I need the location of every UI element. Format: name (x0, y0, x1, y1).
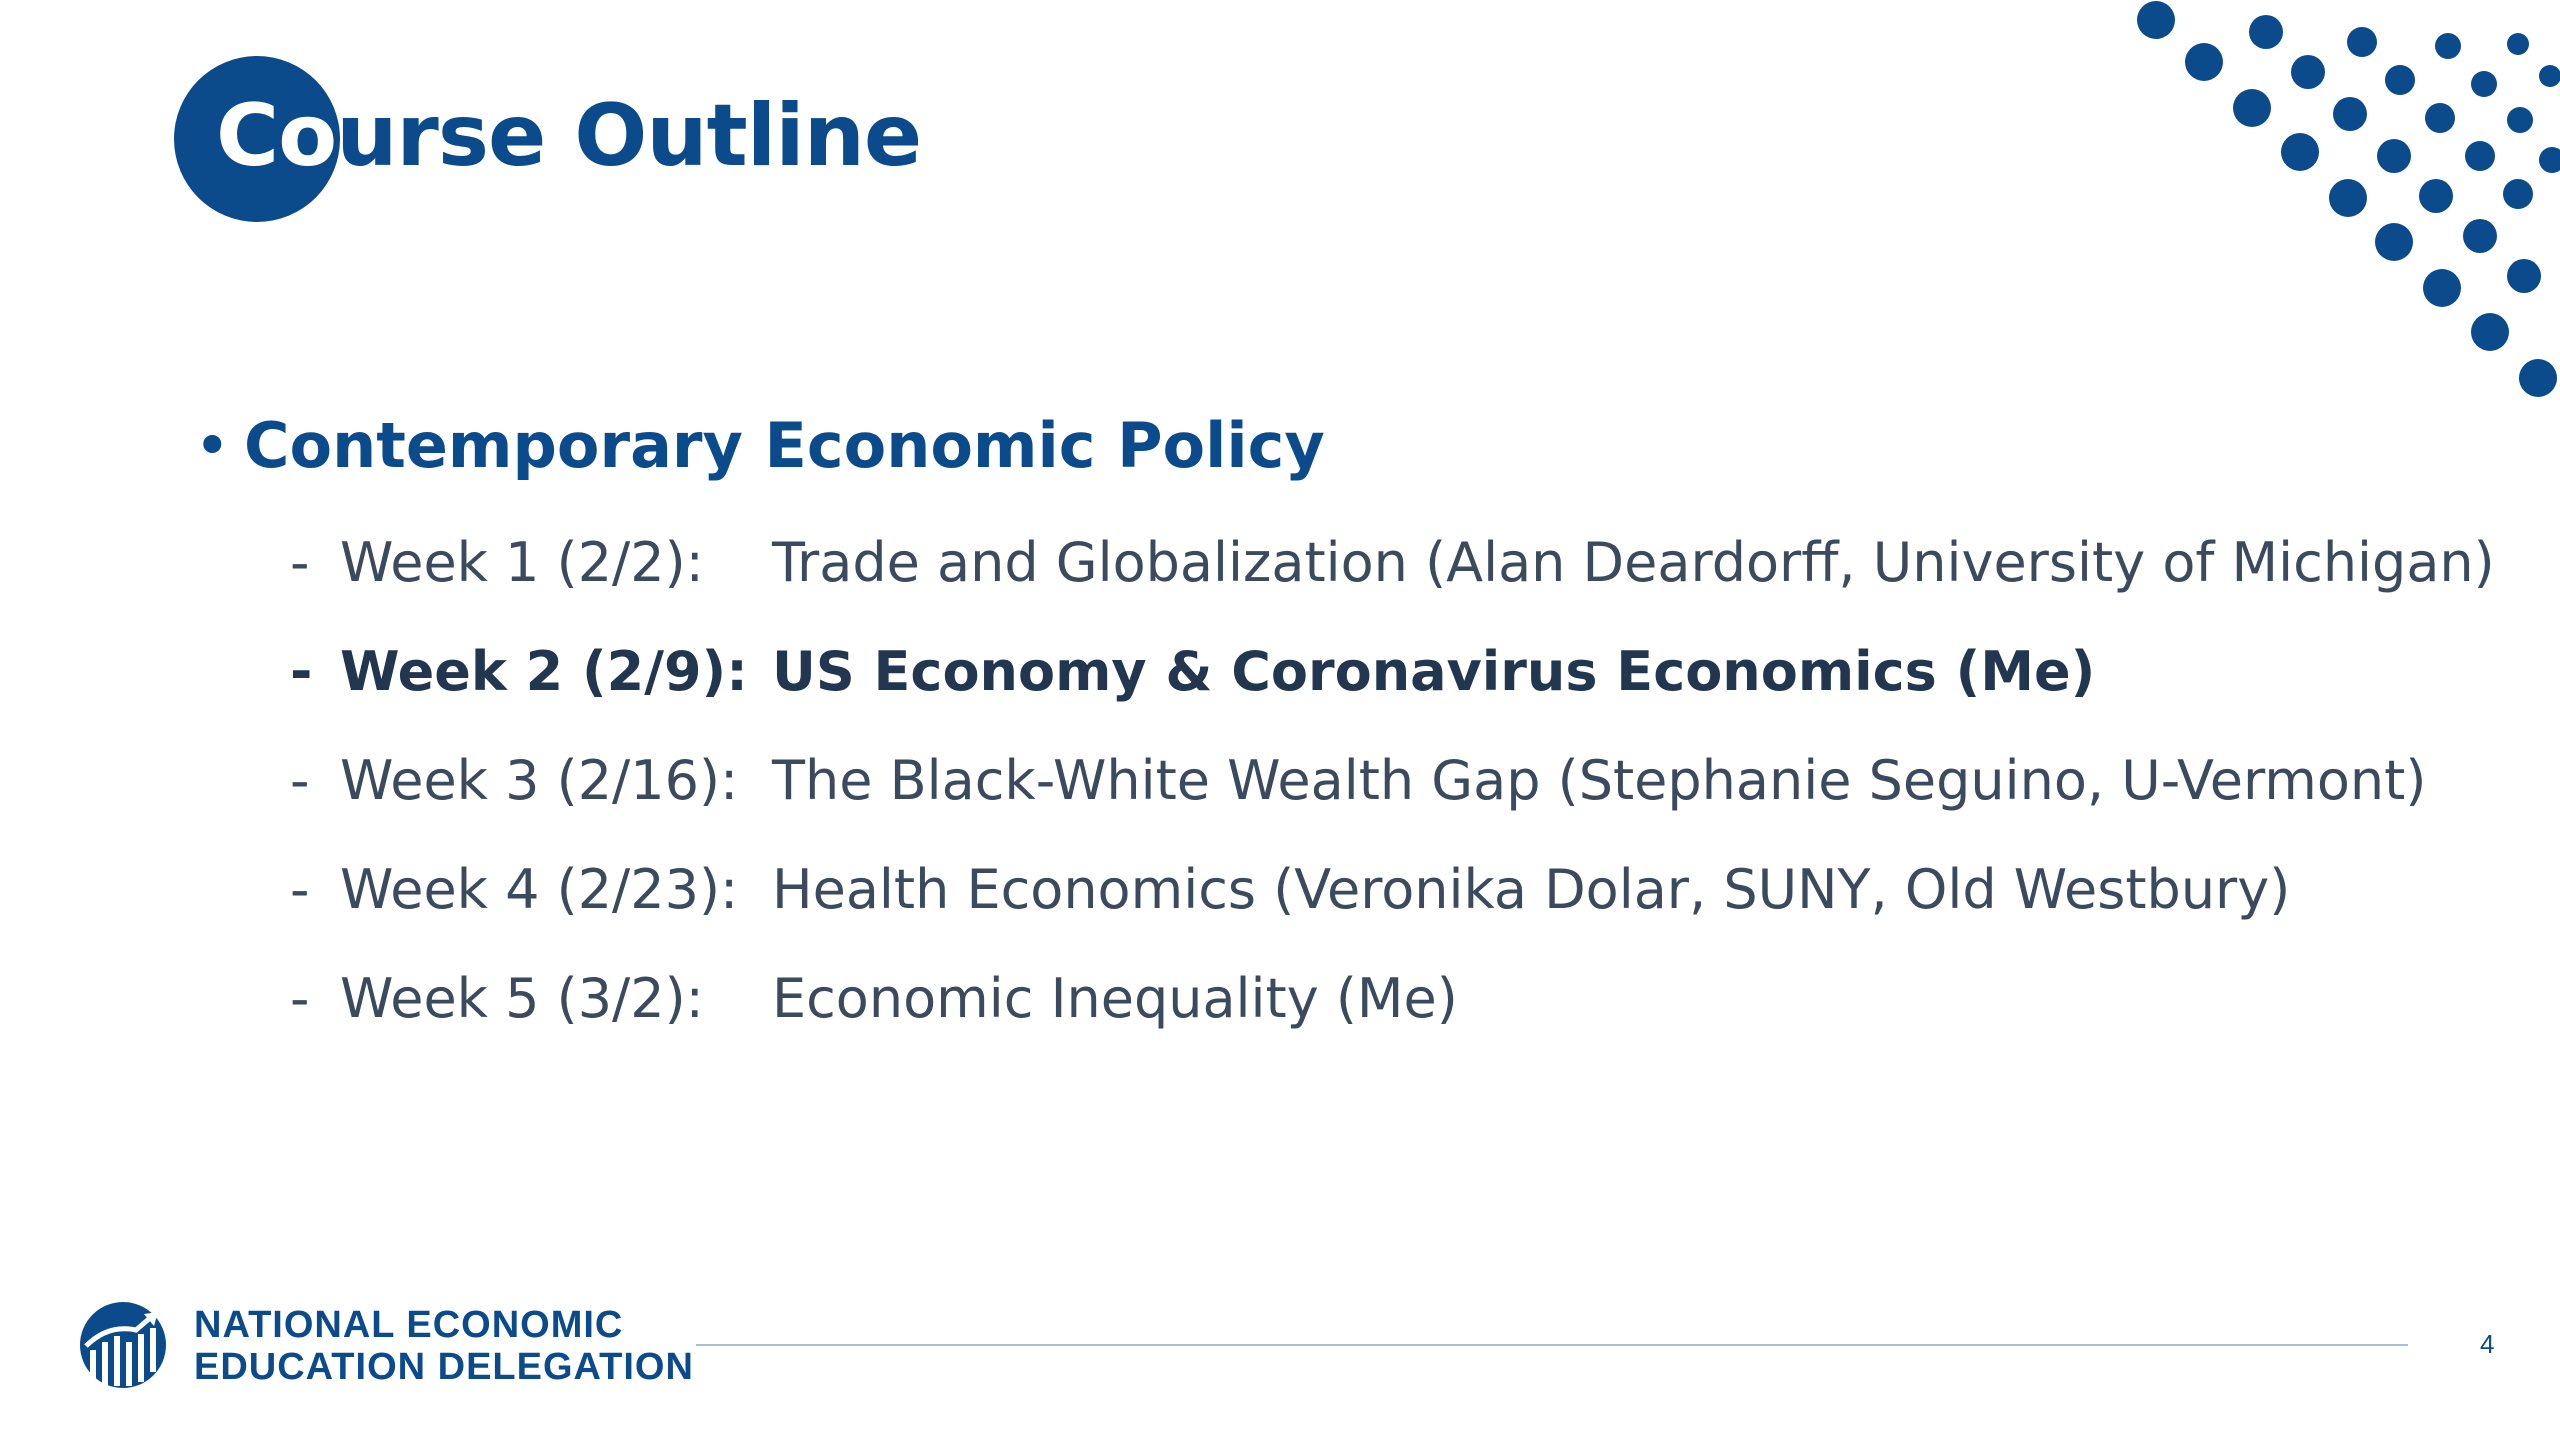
decorative-dot (2471, 71, 2497, 97)
organization-name (194, 1304, 694, 1388)
list-dash: - (290, 531, 310, 594)
list-dash: - (290, 749, 310, 812)
week-label: Week 5 (3/2): (340, 967, 704, 1030)
decorative-dot (2281, 133, 2319, 171)
bullet-heading (194, 404, 1325, 488)
organization-name-line2: EDUCATION DELEGATION (194, 1346, 694, 1388)
decorative-dot (2233, 89, 2271, 127)
decorative-dot (2375, 223, 2413, 261)
decorative-dot (2377, 139, 2411, 173)
list-dash: - (290, 640, 313, 703)
decorative-dot (2425, 103, 2455, 133)
decorative-dot (2333, 97, 2367, 131)
decorative-dot (2507, 33, 2529, 55)
footer-divider (696, 1344, 2408, 1346)
page-number: 4 (2480, 1329, 2495, 1359)
decorative-dot (2419, 179, 2453, 213)
ned-logo-icon (78, 1298, 168, 1392)
decorative-dot (2423, 269, 2461, 307)
decorative-dot (2463, 219, 2497, 253)
organization-name-line1: NATIONAL ECONOMIC (194, 1304, 624, 1346)
week-description: US Economy & Coronavirus Economics (Me) (772, 640, 2096, 703)
list-dash: - (290, 858, 310, 921)
decorative-dot (2185, 43, 2223, 81)
week-description: Trade and Globalization (Alan Deardorff, University of Michigan) (772, 531, 2495, 594)
decorative-dot (2385, 65, 2415, 95)
decorative-dot (2503, 179, 2533, 209)
dot-pattern-decoration (0, 0, 2560, 420)
decorative-dot (2519, 359, 2557, 397)
week-description: The Black-White Wealth Gap (Stephanie Seguino, U-Vermont) (772, 749, 2427, 812)
decorative-dot (2137, 1, 2175, 39)
decorative-dot (2507, 107, 2533, 133)
page-title (216, 76, 921, 196)
week-label: Week 1 (2/2): (340, 531, 704, 594)
week-label: Week 2 (2/9): (340, 640, 748, 703)
decorative-dot (2329, 179, 2367, 217)
page-title-part1: Co (216, 86, 337, 186)
week-label: Week 3 (2/16): (340, 749, 739, 812)
page-title-part2: urse Outline (336, 86, 922, 186)
decorative-dot (2539, 147, 2560, 173)
week-label: Week 4 (2/23): (340, 858, 739, 921)
decorative-dot (2539, 65, 2560, 87)
week-description: Economic Inequality (Me) (772, 967, 1458, 1030)
decorative-dot (2435, 33, 2461, 59)
decorative-dot (2291, 55, 2325, 89)
decorative-dot (2249, 15, 2283, 49)
decorative-dot (2507, 259, 2541, 293)
decorative-dot (2471, 313, 2509, 351)
list-dash: - (290, 967, 310, 1030)
week-description: Health Economics (Veronika Dolar, SUNY, Old Westbury) (772, 858, 2291, 921)
bullet-heading-text: Contemporary Economic Policy (244, 409, 1325, 482)
decorative-dot (2465, 141, 2495, 171)
bullet-marker: • (194, 409, 231, 482)
decorative-dot (2347, 27, 2377, 57)
